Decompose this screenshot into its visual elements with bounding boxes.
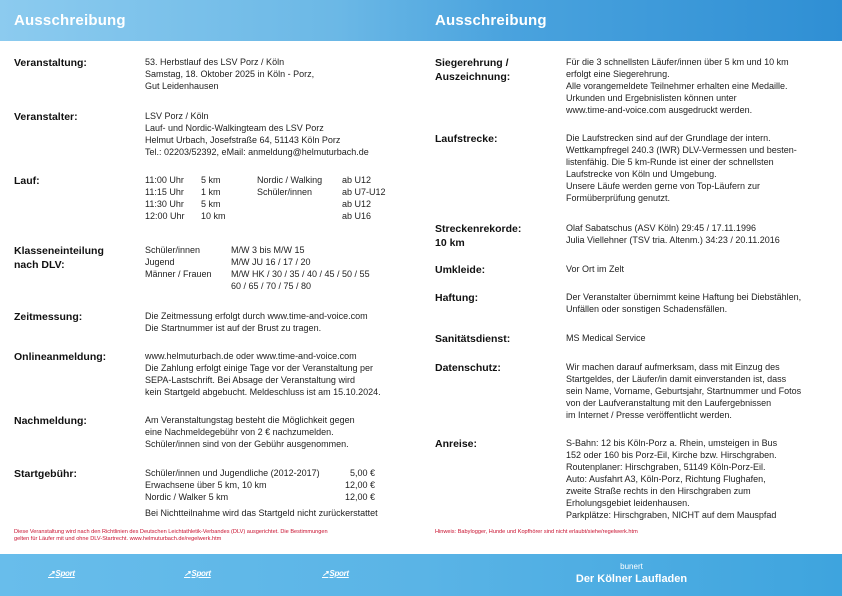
text-line: von der Laufveranstaltung mit den Laufergebnissen — [566, 398, 772, 408]
text-line: Auto: Ausfahrt A3, Köln-Porz, Richtung Flughafen, — [566, 474, 766, 484]
lauf-time: 12:00 Uhr — [145, 211, 185, 221]
text-line: www.helmuturbach.de oder www.time-and-voice.com — [145, 351, 357, 361]
section-value — [566, 222, 836, 246]
fee-amount: 12,00 € — [344, 480, 375, 490]
text-line: MS Medical Service — [566, 333, 646, 343]
section-label — [435, 56, 560, 84]
fee-description: Nordic / Walker 5 km — [145, 492, 229, 502]
section-label: Nachmeldung: — [14, 415, 87, 427]
label-line: Siegerehrung / — [435, 57, 509, 69]
runner-icon: ↗ — [184, 569, 191, 578]
section-value — [145, 350, 415, 398]
section-label: Lauf: — [14, 175, 40, 187]
text-line: Unfällen oder sonstigen Schadensfällen. — [566, 304, 728, 314]
text-line: Für die 3 schnellsten Läufer/innen über 5 km und 10 km — [566, 57, 789, 67]
sponsor-logo-text: Sport — [191, 569, 211, 578]
text-line: LSV Porz / Köln — [145, 111, 209, 121]
section-value — [566, 361, 836, 421]
klassen-classes: M/W HK / 30 / 35 / 40 / 45 / 50 / 55 — [231, 269, 370, 279]
text-line: Die Startnummer ist auf der Brust zu tragen. — [145, 323, 322, 333]
section-value — [566, 56, 836, 116]
lauf-time: 11:15 Uhr — [145, 187, 184, 197]
text-line: kein Startgeld abgebucht. Meldeschluss ist am 15.10.2024. — [145, 387, 381, 397]
lauf-category: Schüler/innen — [257, 187, 313, 197]
lauf-distance: 1 km — [201, 187, 221, 197]
text-line: Lauf- und Nordic-Walkingteam des LSV Porz — [145, 123, 324, 133]
fee-amount: 5,00 € — [349, 468, 375, 478]
klassen-group: Schüler/innen — [145, 245, 201, 255]
text-line: Julia Viellehner (TSV tria. Altenm.) 34:23 / 20.11.2016 — [566, 235, 780, 245]
text-line: Alle vorangemeldete Teilnehmer erhalten eine Medaille. — [566, 81, 788, 91]
left-column — [0, 41, 421, 554]
runner-icon: ↗ — [48, 569, 55, 578]
text-line: 53. Herbstlauf des LSV Porz / Köln — [145, 57, 285, 67]
footer-banner — [0, 554, 842, 596]
label-line: 10 km — [435, 237, 465, 249]
lauf-age: ab U7-U12 — [342, 187, 386, 197]
sponsor-tagline: bunert — [620, 562, 643, 571]
lauf-category: Nordic / Walking — [257, 175, 323, 185]
text-line: eine Nachmeldegebühr von 2 € nachzumelden. — [145, 427, 334, 437]
section-label: Onlineanmeldung: — [14, 351, 107, 363]
klassen-classes: M/W 3 bis M/W 15 — [231, 245, 305, 255]
lauf-category — [257, 210, 342, 222]
section-label: Haftung: — [435, 292, 479, 304]
text-line: Die Zahlung erfolgt einige Tage vor der Veranstaltung per — [145, 363, 373, 373]
sponsor-logo — [184, 569, 211, 578]
section-value — [145, 467, 415, 519]
label-line: Auszeichnung: — [435, 71, 511, 83]
text-line: SEPA-Lastschrift. Bei Absage der Veranstaltung wird — [145, 375, 355, 385]
lauf-age: ab U12 — [342, 199, 372, 209]
text-line: Wir machen darauf aufmerksam, dass mit Einzug des — [566, 362, 780, 372]
section-value — [145, 110, 415, 158]
lauf-time: 11:30 Uhr — [145, 199, 184, 209]
label-line: Streckenrekorde: — [435, 223, 522, 235]
fee-row — [145, 491, 415, 503]
section-label: Veranstaltung: — [14, 57, 87, 69]
text-line: Parkplätze: Hirschgraben, NICHT auf dem Mauspfad — [566, 510, 777, 520]
section-value — [145, 310, 415, 334]
section-label: Umkleide: — [435, 264, 486, 276]
lauf-age: ab U16 — [342, 211, 372, 221]
hinweis-note: Hinweis: Babylogger, Hunde und Kopfhörer sind nicht erlaubt/siehe/regelwerk.htm — [435, 529, 638, 535]
text-line: Erholungsgebiet leidenhausen. — [566, 498, 690, 508]
fee-row — [145, 467, 415, 479]
lauf-distance: 5 km — [201, 175, 221, 185]
text-line: 152 oder 160 bis Porz-Eil, Kirche bzw. Hirschgraben. — [566, 450, 777, 460]
section-label — [14, 244, 139, 272]
text-line: S-Bahn: 12 bis Köln-Porz a. Rhein, umsteigen in Bus — [566, 438, 778, 448]
text-line: Samstag, 18. Oktober 2025 in Köln - Porz, — [145, 69, 315, 79]
sponsor-logo — [48, 569, 75, 578]
runner-icon: ↗ — [322, 569, 329, 578]
dlv-note-line: gelten für Läufer mit und ohne DLV-Startrecht. www.helmuturbach.de/regelwerk.htm — [14, 536, 222, 542]
section-label: Zeitmessung: — [14, 311, 83, 323]
label-line: nach DLV: — [14, 259, 65, 271]
text-line: Gut Leidenhausen — [145, 81, 219, 91]
lauf-category — [257, 198, 342, 210]
section-value — [566, 332, 836, 344]
text-line: Helmut Urbach, Josefstraße 64, 51143 Köln Porz — [145, 135, 341, 145]
section-value — [566, 291, 836, 315]
section-value — [566, 437, 836, 521]
section-label: Laufstrecke: — [435, 133, 498, 145]
text-line: Unsere Läufe werden gerne von Top-Läufern zur — [566, 181, 760, 191]
klassen-table — [145, 244, 415, 292]
lauf-age: ab U12 — [342, 175, 372, 185]
lauf-time: 11:00 Uhr — [145, 175, 184, 185]
text-line: erfolgt eine Siegerehrung. — [566, 69, 670, 79]
lauf-distance: 5 km — [201, 199, 221, 209]
text-line: zweite Straße rechts in den Hirschgraben zum — [566, 486, 751, 496]
dlv-note-line: Diese Veranstaltung wird nach den Richtlinien des Deutschen Leichtathletik-Verbandes (DLV) ausgerichtet. Die Bestimmungen — [14, 529, 328, 535]
sponsor-name: Der Kölner Laufladen — [575, 573, 688, 585]
section-value — [566, 263, 836, 275]
text-line: Der Veranstalter übernimmt keine Haftung bei Diebstählen, — [566, 292, 802, 302]
text-line: Vor Ort im Zelt — [566, 264, 625, 274]
sponsor-logo-text: Sport — [329, 569, 349, 578]
text-line: listenfähig. Die 5 km-Runde ist einer der schnellsten — [566, 157, 774, 167]
section-value — [145, 56, 415, 92]
klassen-group: Jugend — [145, 257, 175, 267]
section-label: Startgebühr: — [14, 468, 77, 480]
text-line: Die Laufstrecken sind auf der Grundlage der intern. — [566, 133, 771, 143]
header-banner — [0, 0, 842, 41]
text-line: Die Zeitmessung erfolgt durch www.time-and-voice.com — [145, 311, 368, 321]
klassen-classes: M/W JU 16 / 17 / 20 — [231, 257, 311, 267]
text-line: Formüberprüfung genutzt. — [566, 193, 671, 203]
text-line: im Internet / Presse veröffentlicht werden. — [566, 410, 732, 420]
right-column — [421, 41, 842, 554]
text-line: Schüler/innen sind von der Gebühr ausgenommen. — [145, 439, 349, 449]
text-line: www.time-and-voice.com ausgedruckt werden. — [566, 105, 753, 115]
fee-amount: 12,00 € — [344, 492, 375, 502]
text-line: Startgeldes, der Läufer/in damit einverstanden ist, dass — [566, 374, 787, 384]
sponsor-logo-text: Sport — [55, 569, 75, 578]
lauf-distance: 10 km — [201, 211, 226, 221]
text-line: Tel.: 02203/52392, eMail: anmeldung@helmuturbach.de — [145, 147, 369, 157]
text-line: Routenplaner: Hirschgraben, 51149 Köln-Porz-Eil. — [566, 462, 766, 472]
lauf-schedule-table — [145, 174, 415, 222]
section-label: Veranstalter: — [14, 111, 78, 123]
fee-description: Schüler/innen und Jugendliche (2012-2017) — [145, 468, 320, 478]
section-label: Datenschutz: — [435, 362, 501, 374]
fee-row — [145, 479, 415, 491]
refund-note: Bei Nichtteilnahme wird das Startgeld nicht zurückerstattet — [145, 508, 378, 518]
text-line: Olaf Sabatschus (ASV Köln) 29:45 / 17.11.1996 — [566, 223, 756, 233]
section-value — [145, 414, 415, 450]
text-line: Urkunden und Ergebnislisten können unter — [566, 93, 737, 103]
section-label: Sanitätsdienst: — [435, 333, 511, 345]
klassen-group: Männer / Frauen — [145, 269, 212, 279]
text-line: Laufstrecke von Köln und Umgebung. — [566, 169, 717, 179]
section-value — [566, 132, 836, 204]
text-line: Wettkampfregel 240.3 (IWR) DLV-Vermessen und besten- — [566, 145, 797, 155]
section-label — [435, 222, 560, 250]
sponsor-logo — [322, 569, 349, 578]
text-line: sein Name, Vorname, Geburtsjahr, Startnummer und Fotos — [566, 386, 802, 396]
left-page-title: Ausschreibung — [14, 12, 126, 29]
section-label: Anreise: — [435, 438, 478, 450]
text-line: Am Veranstaltungstag besteht die Möglichkeit gegen — [145, 415, 355, 425]
dlv-note — [14, 529, 328, 543]
right-page-title: Ausschreibung — [435, 12, 547, 29]
label-line: Klasseneinteilung — [14, 245, 104, 257]
fee-description: Erwachsene über 5 km, 10 km — [145, 480, 267, 490]
klassen-classes: 60 / 65 / 70 / 75 / 80 — [231, 281, 312, 291]
klassen-group — [145, 280, 231, 292]
